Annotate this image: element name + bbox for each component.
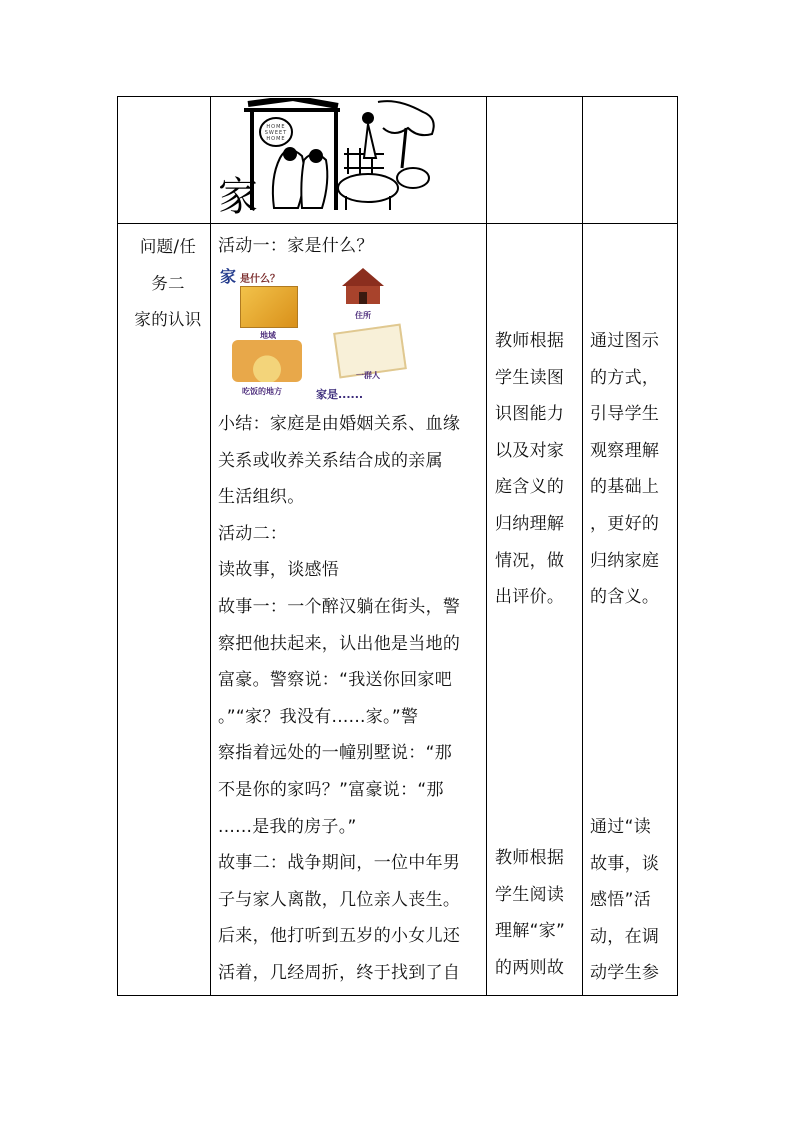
content-line: 关系或收养关系结合成的亲属 bbox=[218, 450, 443, 471]
intent-line: 的基础上 bbox=[590, 477, 660, 498]
diagram-label-region: 地域 bbox=[260, 331, 276, 340]
row-label bbox=[128, 230, 208, 340]
diagram-heading: 家 bbox=[220, 267, 237, 286]
col-divider-1 bbox=[210, 96, 211, 996]
intent-line: 观察理解 bbox=[590, 440, 660, 461]
row-divider bbox=[117, 223, 678, 224]
intent-line: 动学生参 bbox=[590, 963, 660, 984]
content-line: 活动二： bbox=[218, 523, 288, 544]
activity-one-title: 活动一：家是什么？ bbox=[218, 236, 374, 256]
content-body bbox=[218, 406, 460, 992]
diagram-heading-suffix: 是什么？ bbox=[240, 274, 280, 285]
content-line: 活着，几经周折，终于找到了自 bbox=[218, 962, 461, 983]
diagram-label-dining: 吃饭的地方 bbox=[242, 387, 282, 396]
teacher-line: 出评价。 bbox=[495, 587, 565, 608]
content-line: 察指着远处的一幢别墅说：“那 bbox=[218, 743, 453, 764]
teacher-evaluation-block-1 bbox=[495, 323, 564, 616]
content-line: 故事二：战争期间，一位中年男 bbox=[218, 853, 461, 874]
content-line: 子与家人离散，几位亲人丧生。 bbox=[218, 889, 461, 910]
teacher-line: 学生阅读 bbox=[495, 884, 565, 905]
intent-line: 通过图示 bbox=[590, 331, 660, 351]
region-map-image bbox=[240, 286, 298, 328]
table-border-left bbox=[117, 96, 118, 996]
design-intent-block-2 bbox=[590, 809, 659, 992]
content-line: 察把他扶起来，认出他是当地的 bbox=[218, 633, 461, 654]
teacher-line: 识图能力 bbox=[495, 404, 565, 425]
teacher-line: 情况，做 bbox=[495, 550, 565, 571]
intent-line: 感悟”活 bbox=[590, 890, 652, 911]
teacher-line: 庭含义的 bbox=[495, 477, 565, 498]
table-border-right bbox=[677, 96, 678, 996]
design-intent-block-1 bbox=[590, 323, 659, 616]
content-line: 生活组织。 bbox=[218, 487, 305, 508]
home-ink-illustration bbox=[218, 98, 440, 214]
teacher-line: 的两则故 bbox=[495, 957, 565, 978]
col-divider-3 bbox=[582, 96, 583, 996]
intent-line: ，更好的 bbox=[590, 513, 660, 534]
content-line: 富豪。警察说：“我送你回家吧 bbox=[218, 670, 453, 691]
teacher-line: 学生读图 bbox=[495, 367, 565, 388]
table-border-bottom bbox=[117, 995, 678, 996]
teacher-line: 教师根据 bbox=[495, 331, 565, 351]
intent-line: 动，在调 bbox=[590, 926, 660, 947]
house-icon bbox=[340, 266, 386, 306]
content-line: 故事一：一个醉汉躺在街头，警 bbox=[218, 596, 461, 617]
teacher-line: 教师根据 bbox=[495, 848, 565, 868]
intent-line: 故事，谈 bbox=[590, 853, 660, 874]
content-line: 后来，他打听到五岁的小女儿还 bbox=[218, 926, 461, 947]
diagram-conclusion: 家是...... bbox=[316, 388, 364, 401]
home-sign-text: HOME SWEET HOME bbox=[264, 124, 288, 142]
content-line: 读故事，谈感悟 bbox=[218, 560, 340, 581]
content-line: 。”“家？我没有......家。”警 bbox=[218, 706, 419, 727]
diagram-label-group: 一群人 bbox=[356, 371, 380, 380]
content-line: 不是你的家吗？”富豪说：“那 bbox=[218, 779, 444, 800]
diagram-label-residence: 住所 bbox=[355, 311, 371, 320]
teacher-line: 以及对家 bbox=[495, 440, 565, 461]
intent-line: 通过“读 bbox=[590, 817, 652, 837]
ink-drawing bbox=[218, 98, 440, 214]
intent-line: 引导学生 bbox=[590, 404, 660, 425]
teacher-evaluation-block-2 bbox=[495, 840, 565, 986]
row-label-line: 家的认识 bbox=[134, 310, 202, 330]
jia-character: 家 bbox=[218, 174, 258, 214]
table-border-top bbox=[117, 96, 678, 97]
intent-line: 的方式， bbox=[590, 367, 660, 388]
teacher-line: 理解“家” bbox=[495, 921, 566, 942]
intent-line: 的含义。 bbox=[590, 587, 660, 608]
col-divider-2 bbox=[486, 96, 487, 996]
content-line: ......是我的房子。” bbox=[218, 816, 357, 837]
row-label-line: 问题/任 bbox=[139, 237, 197, 256]
content-line: 小结：家庭是由婚姻关系、血缘 bbox=[218, 414, 461, 434]
dining-family-image bbox=[232, 340, 302, 382]
teacher-line: 归纳理解 bbox=[495, 513, 565, 534]
row-label-line: 务二 bbox=[151, 273, 185, 293]
intent-line: 归纳家庭 bbox=[590, 550, 660, 571]
what-is-home-diagram bbox=[218, 262, 418, 402]
